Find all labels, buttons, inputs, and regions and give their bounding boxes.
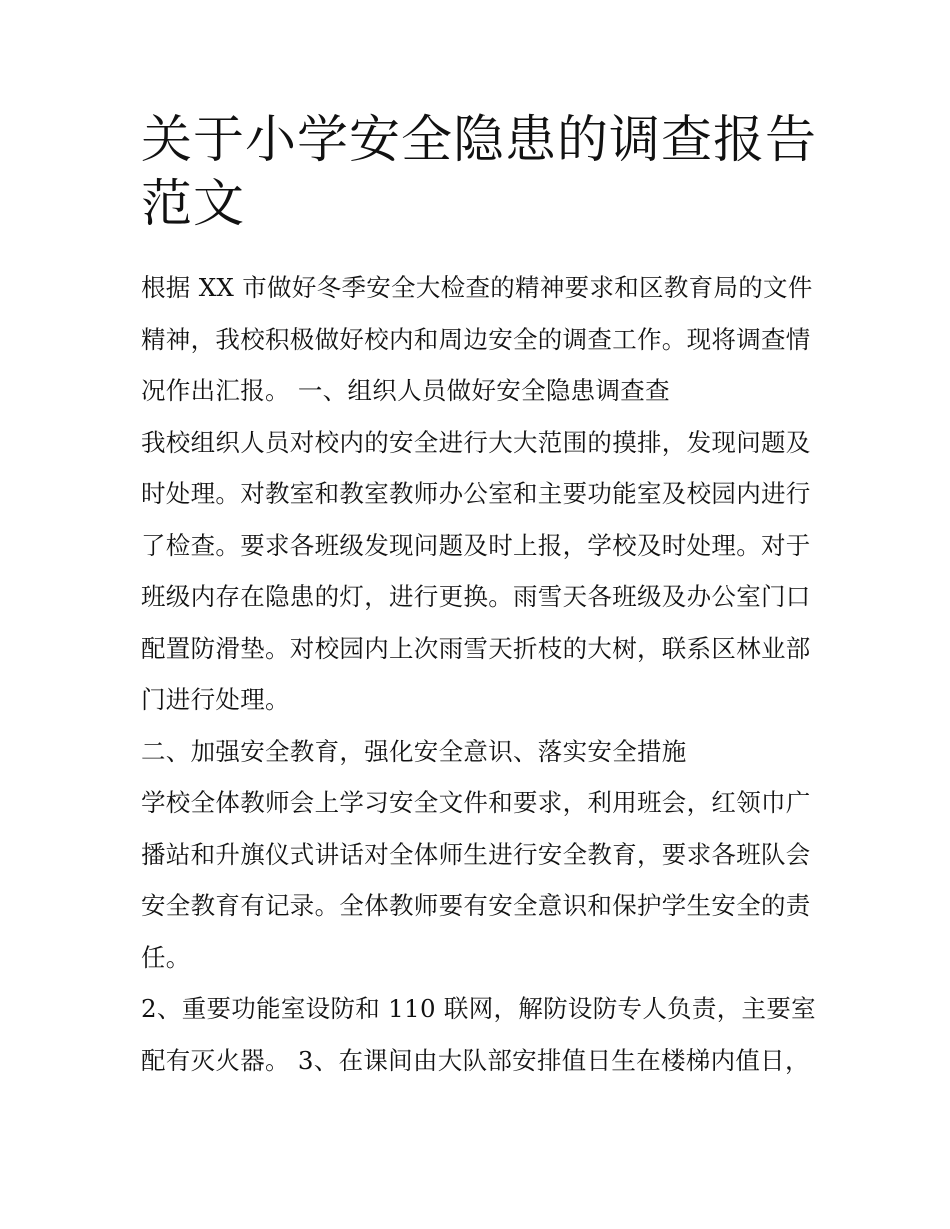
document-page — [141, 110, 821, 1086]
body-line: 安全教育有记录。全体教师要有安全意识和保护学生安全的责 — [141, 891, 811, 920]
body-line: 播站和升旗仪式讲话对全体师生进行安全教育，要求各班队会 — [141, 839, 811, 869]
body-line: 况作出汇报。 一、组织人员做好安全隐患调查查 — [141, 376, 670, 405]
body-line: 时处理。对教室和教室教师办公室和主要功能室及校园内进行 — [141, 479, 811, 508]
body-line: 我校组织人员对校内的安全进行大大范围的摸排，发现问题及 — [141, 427, 811, 457]
body-line: 班级内存在隐患的灯，进行更换。雨雪天各班级及办公室门口 — [141, 582, 811, 611]
body-line: 配有灭火器。 3、在课间由大队部安排值日生在楼梯内值日， — [141, 1045, 810, 1075]
body-line: 配置防滑垫。对校园内上次雨雪天折枝的大树，联系区林业部 — [141, 633, 811, 663]
body-line: 精神，我校积极做好校内和周边安全的调查工作。现将调查情 — [141, 324, 811, 354]
body-line: 任。 — [141, 942, 191, 972]
document-body — [141, 262, 821, 1086]
section-heading-2: 二、加强安全教育，强化安全意识、落实安全措施 — [141, 736, 687, 766]
body-line: 门进行处理。 — [141, 685, 290, 714]
body-line: 2、重要功能室设防和 110 联网，解防设防专人负责，主要室 — [141, 994, 816, 1023]
body-line: 学校全体教师会上学习安全文件和要求，利用班会，红领巾广 — [141, 788, 811, 817]
document-title-line-1: 关于小学安全隐患的调查报告 — [141, 111, 818, 170]
body-line: 了检查。要求各班级发现问题及时上报，学校及时处理。对于 — [141, 530, 811, 560]
body-line: 根据 XX 市做好冬季安全大检查的精神要求和区教育局的文件 — [141, 273, 813, 302]
document-title-line-2: 范文 — [141, 175, 246, 234]
